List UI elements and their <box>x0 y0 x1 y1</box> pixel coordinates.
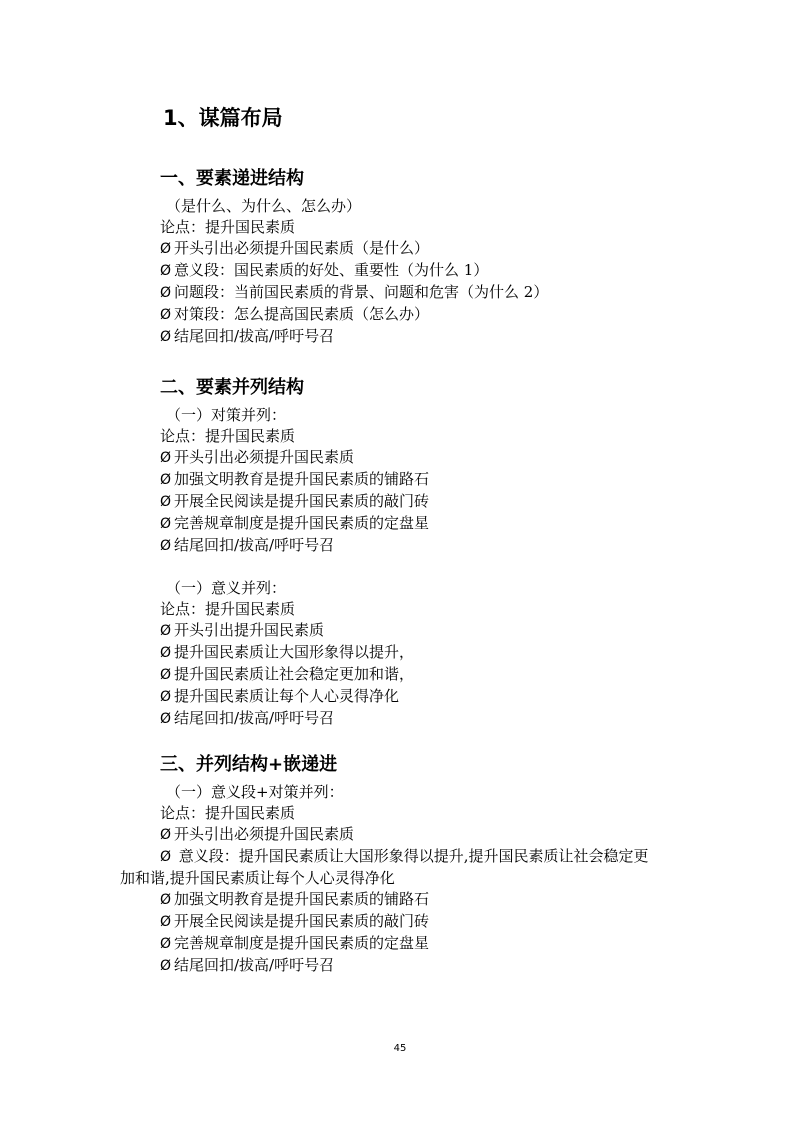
section-2a-thesis: 论点：提升国民素质 <box>160 427 296 445</box>
bullet-icon: Ø <box>160 494 172 510</box>
list-item: Ø 提升国民素质让社会稳定更加和谐， <box>160 664 429 686</box>
list-item: Ø 开头引出必须提升国民素质 <box>160 824 649 846</box>
list-item: Ø 结尾回扣/拔高/呼吁号召 <box>160 535 429 557</box>
list-item: Ø 开展全民阅读是提升国民素质的敲门砖 <box>160 911 649 933</box>
section-2b-subheading: （一）意义并列： <box>166 579 287 597</box>
section-3-thesis: 论点：提升国民素质 <box>160 804 296 822</box>
bullet-icon: Ø <box>160 667 172 683</box>
section-1-intro: （是什么、为什么、怎么办） <box>166 197 362 215</box>
list-item: Ø 结尾回扣/拔高/呼吁号召 <box>160 955 649 977</box>
bullet-icon: Ø <box>160 516 172 532</box>
list-item: Ø 问题段：当前国民素质的背景、问题和危害（为什么 2） <box>160 282 548 304</box>
page-number: 45 <box>393 1043 407 1054</box>
list-item: Ø 结尾回扣/拔高/呼吁号召 <box>160 708 429 730</box>
bullet-icon: Ø <box>160 914 172 930</box>
section-1-thesis: 论点：提升国民素质 <box>160 218 296 236</box>
page-title: 1、谋篇布局 <box>163 106 283 130</box>
bullet-icon: Ø <box>160 827 172 843</box>
bullet-icon: Ø <box>160 958 172 974</box>
list-item: Ø 意义段：国民素质的好处、重要性（为什么 1） <box>160 260 548 282</box>
section-2 <box>160 375 429 730</box>
bullet-icon: Ø <box>160 450 172 466</box>
section-1 <box>160 166 548 348</box>
bullet-icon: Ø <box>160 849 172 865</box>
list-item: Ø 开头引出提升国民素质 <box>160 620 429 642</box>
list-item: Ø 开头引出必须提升国民素质 <box>160 447 429 469</box>
section-3-subheading: （一）意义段+对策并列： <box>166 783 344 801</box>
section-2b-thesis: 论点：提升国民素质 <box>160 600 296 618</box>
bullet-icon: Ø <box>160 241 172 257</box>
section-3-heading: 三、并列结构+嵌递进 <box>160 754 338 775</box>
section-1-heading: 一、要素递进结构 <box>160 168 304 189</box>
bullet-icon: Ø <box>160 285 172 301</box>
bullet-icon: Ø <box>160 538 172 554</box>
section-3 <box>120 752 649 977</box>
bullet-icon: Ø <box>160 329 172 345</box>
list-item: Ø 提升国民素质让每个人心灵得净化 <box>160 686 429 708</box>
list-item: Ø 提升国民素质让大国形象得以提升， <box>160 642 429 664</box>
list-item: Ø 加强文明教育是提升国民素质的铺路石 <box>160 469 429 491</box>
bullet-icon: Ø <box>160 263 172 279</box>
list-item: Ø 结尾回扣/拔高/呼吁号召 <box>160 326 548 348</box>
list-item: Ø 完善规章制度是提升国民素质的定盘星 <box>160 933 649 955</box>
bullet-icon: Ø <box>160 472 172 488</box>
bullet-icon: Ø <box>160 892 172 908</box>
list-item: Ø 开展全民阅读是提升国民素质的敲门砖 <box>160 491 429 513</box>
list-item: Ø 对策段：怎么提高国民素质（怎么办） <box>160 304 548 326</box>
section-2a-subheading: （一）对策并列： <box>166 406 287 424</box>
bullet-icon: Ø <box>160 623 172 639</box>
bullet-icon: Ø <box>160 711 172 727</box>
list-item: Ø 开头引出必须提升国民素质（是什么） <box>160 238 548 260</box>
list-item: Ø 加强文明教育是提升国民素质的铺路石 <box>160 889 649 911</box>
list-item-long-continuation: 加和谐,提升国民素质让每个人心灵得净化 <box>120 869 395 887</box>
bullet-icon: Ø <box>160 307 172 323</box>
bullet-icon: Ø <box>160 645 172 661</box>
section-2-heading: 二、要素并列结构 <box>160 377 304 398</box>
bullet-icon: Ø <box>160 936 172 952</box>
bullet-icon: Ø <box>160 689 172 705</box>
list-item: Ø 完善规章制度是提升国民素质的定盘星 <box>160 513 429 535</box>
list-item-long: Ø 意义段：提升国民素质让大国形象得以提升,提升国民素质让社会稳定更 <box>160 846 649 868</box>
